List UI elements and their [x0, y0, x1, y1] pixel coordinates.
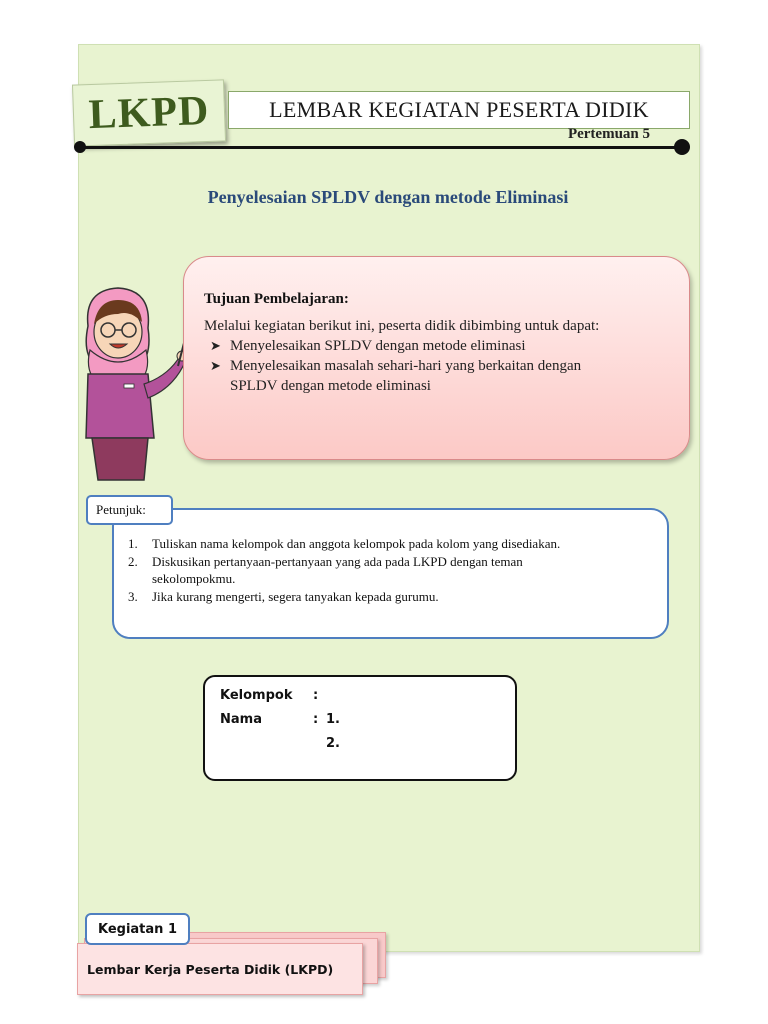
instruction-item	[128, 535, 648, 553]
logo-text: LKPD	[87, 87, 211, 139]
subtitle: Penyelesaian SPLDV dengan metode Eliminasi	[207, 187, 569, 207]
activity-label	[85, 913, 190, 945]
title-box	[228, 91, 690, 129]
activity-label-text: Kegiatan 1	[97, 921, 177, 937]
learning-goals-box	[183, 256, 690, 460]
instruction-text: Diskusikan pertanyaan-pertanyaan yang ada pada LKPD dengan teman	[152, 553, 523, 569]
group-label: Kelompok	[220, 688, 293, 703]
group-colon: :	[313, 688, 319, 703]
goal-item-continuation	[210, 376, 670, 396]
member-2-field[interactable]: 2.	[326, 736, 340, 751]
instructions-list	[128, 535, 648, 605]
instruction-item	[128, 570, 648, 588]
goal-item	[210, 356, 670, 376]
instruction-number: 1.	[128, 536, 138, 551]
arrow-bullet-icon: ➤	[210, 338, 221, 353]
footer-text: Lembar Kerja Peserta Didik (LKPD)	[87, 961, 334, 977]
teacher-illustration-icon	[74, 284, 194, 484]
lkpd-logo	[72, 79, 226, 146]
goals-heading: Tujuan Pembelajaran:	[204, 291, 349, 307]
arrow-bullet-icon: ➤	[210, 358, 221, 373]
instruction-number: 3.	[128, 588, 138, 604]
member-1-field[interactable]: 1.	[326, 712, 340, 727]
goal-text: Menyelesaikan SPLDV dengan metode eliminasi	[230, 338, 526, 354]
goal-text: Menyelesaikan masalah sehari-hari yang berkaitan dengan	[230, 358, 582, 374]
footer-banner	[77, 943, 363, 995]
instruction-item	[128, 588, 648, 606]
instruction-item	[128, 553, 648, 571]
name-colon: :	[313, 712, 319, 727]
goal-text: SPLDV dengan metode eliminasi	[230, 378, 431, 394]
header-divider	[80, 146, 682, 149]
instruction-number: 2.	[128, 553, 138, 569]
instruction-text: Tuliskan nama kelompok dan anggota kelompok pada kolom yang disediakan.	[152, 536, 561, 551]
instructions-label: Petunjuk:	[86, 495, 173, 525]
instruction-text: sekolompokmu.	[152, 571, 236, 586]
meeting-number: Pertemuan 5	[567, 126, 650, 142]
instruction-text: Jika kurang mengerti, segera tanyakan kepada gurumu.	[152, 588, 439, 604]
goals-list	[210, 336, 670, 396]
divider-dot-right	[674, 139, 690, 155]
goal-item	[210, 336, 670, 356]
goals-intro: Melalui kegiatan berikut ini, peserta didik dibimbing untuk dapat:	[204, 318, 600, 334]
page-title: LEMBAR KEGIATAN PESERTA DIDIK	[269, 97, 649, 122]
name-label: Nama	[220, 712, 262, 727]
group-info-box	[203, 675, 517, 781]
divider-dot-left	[74, 141, 86, 153]
